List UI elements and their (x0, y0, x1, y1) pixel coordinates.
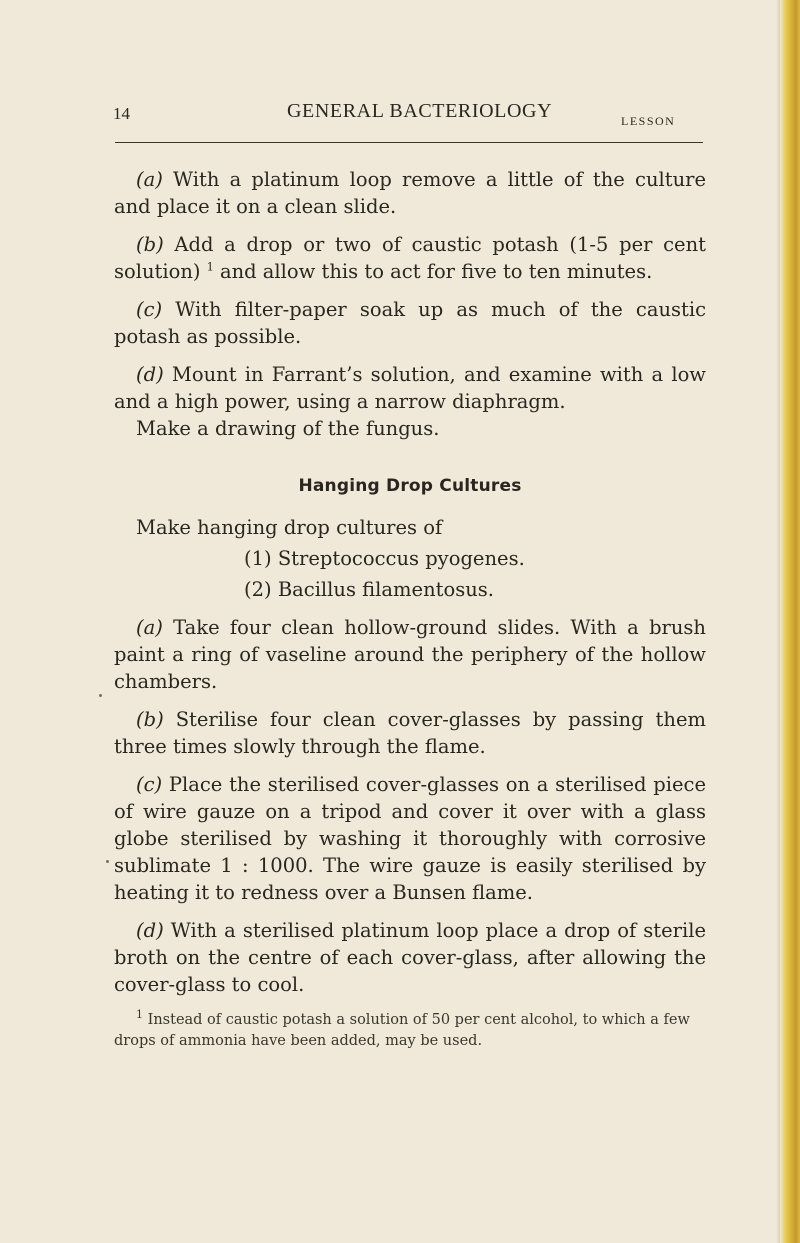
paragraph-label: (a) (136, 168, 163, 191)
section-heading: Hanging Drop Cultures (298, 476, 522, 496)
section-intro: Make hanging drop cultures of (136, 516, 443, 539)
step-c (114, 771, 706, 906)
footnote-reference: 1 (206, 260, 214, 274)
paragraph-text: With a platinum loop remove a little of the culture and place it on a clean slide. (114, 168, 707, 218)
running-lesson: LESSON (621, 114, 676, 128)
paragraph-d (114, 361, 706, 415)
step-text: With a sterilised platinum loop place a drop of sterile broth on the centre of each cover-glass, after allowing the cover-glass to cool. (114, 919, 706, 996)
header-rule (115, 142, 703, 143)
paper-speck (106, 860, 109, 863)
paragraph-text: and allow this to act for five to ten minutes. (219, 260, 653, 283)
paper-speck (99, 694, 102, 697)
step-text: Take four clean hollow-ground slides. With a brush paint a ring of vaseline around the periphery of the hollow chambers. (114, 616, 706, 693)
step-a (114, 614, 706, 695)
page-number: 14 (113, 104, 130, 123)
step-label: (a) (136, 616, 163, 639)
paragraph-drawing (114, 415, 706, 442)
running-header (113, 100, 713, 140)
step-label: (d) (136, 919, 164, 942)
step-d (114, 917, 706, 998)
step-label: (b) (136, 708, 164, 731)
paragraph-label: (d) (136, 363, 164, 386)
paragraph-text: With filter-paper soak up as much of the caustic potash as possible. (114, 298, 707, 348)
paragraph-label: (c) (136, 298, 163, 321)
paragraph-text: Make a drawing of the fungus. (136, 417, 440, 440)
step-text: Sterilise four clean cover-glasses by passing them three times slowly through the flame. (114, 708, 706, 758)
footnote-text: Instead of caustic potash a solution of 50 per cent alcohol, to which a few drops of ammonia have been added, may be used. (114, 1012, 690, 1049)
organism-list (114, 545, 706, 603)
list-item: (1) Streptococcus pyogenes. (244, 547, 525, 570)
page-binding-edge (780, 0, 800, 1243)
step-text: Place the sterilised cover-glasses on a sterilised piece of wire gauze on a tripod and cover it over with a glass globe sterilised by washing it thoroughly with corrosive sublimate 1 : 1000. The wire gauze is easily sterilised by heating it to redness over a Bunsen flame. (114, 773, 707, 904)
footnote-marker: 1 (136, 1008, 143, 1022)
page-body (114, 166, 706, 1052)
step-b (114, 706, 706, 760)
running-title: GENERAL BACTERIOLOGY (287, 100, 553, 122)
paragraph-text: Add a drop or two of caustic potash (1-5 per cent solution) (114, 233, 706, 283)
footnote (114, 1010, 706, 1052)
paragraph-c (114, 296, 706, 350)
paragraph-b (114, 231, 706, 285)
paragraph-a (114, 166, 706, 220)
step-label: (c) (136, 773, 163, 796)
list-item: (2) Bacillus filamentosus. (244, 578, 494, 601)
paragraph-label: (b) (136, 233, 164, 256)
paragraph-text: Mount in Farrant’s solution, and examine with a low and a high power, using a narrow diaphragm. (114, 363, 706, 413)
